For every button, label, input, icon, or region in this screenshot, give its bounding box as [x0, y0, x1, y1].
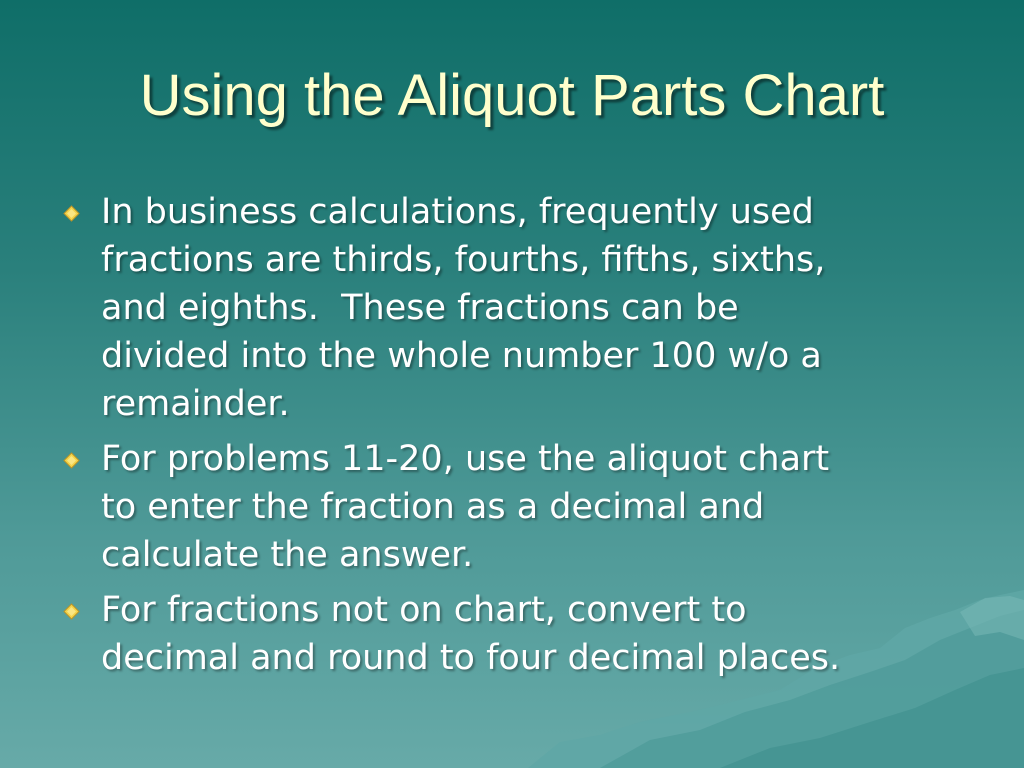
bullet-line: For fractions not on chart, convert to	[101, 590, 747, 630]
bullet-line: fractions are thirds, fourths, fifths, sixths,	[101, 240, 826, 280]
bullet-line: and eighths. These fractions can be	[101, 288, 739, 328]
bullet-line: divided into the whole number 100 w/o a	[101, 336, 822, 376]
bullet-item	[60, 435, 960, 579]
bullet-line: to enter the fraction as a decimal and	[101, 487, 765, 527]
diamond-bullet-icon	[63, 603, 80, 620]
bullet-item	[60, 586, 960, 682]
bullet-line: remainder.	[101, 384, 290, 424]
bullet-line: For problems 11-20, use the aliquot chart	[101, 439, 830, 479]
slide-title: Using the Aliquot Parts Chart	[139, 63, 885, 128]
bullet-list	[60, 188, 960, 689]
diamond-bullet-icon	[63, 205, 80, 222]
bullet-line: decimal and round to four decimal places.	[101, 638, 841, 678]
bullet-line: In business calculations, frequently used	[101, 192, 814, 232]
diamond-bullet-icon	[63, 452, 80, 469]
bullet-line: calculate the answer.	[101, 535, 474, 575]
bullet-item	[60, 188, 960, 428]
